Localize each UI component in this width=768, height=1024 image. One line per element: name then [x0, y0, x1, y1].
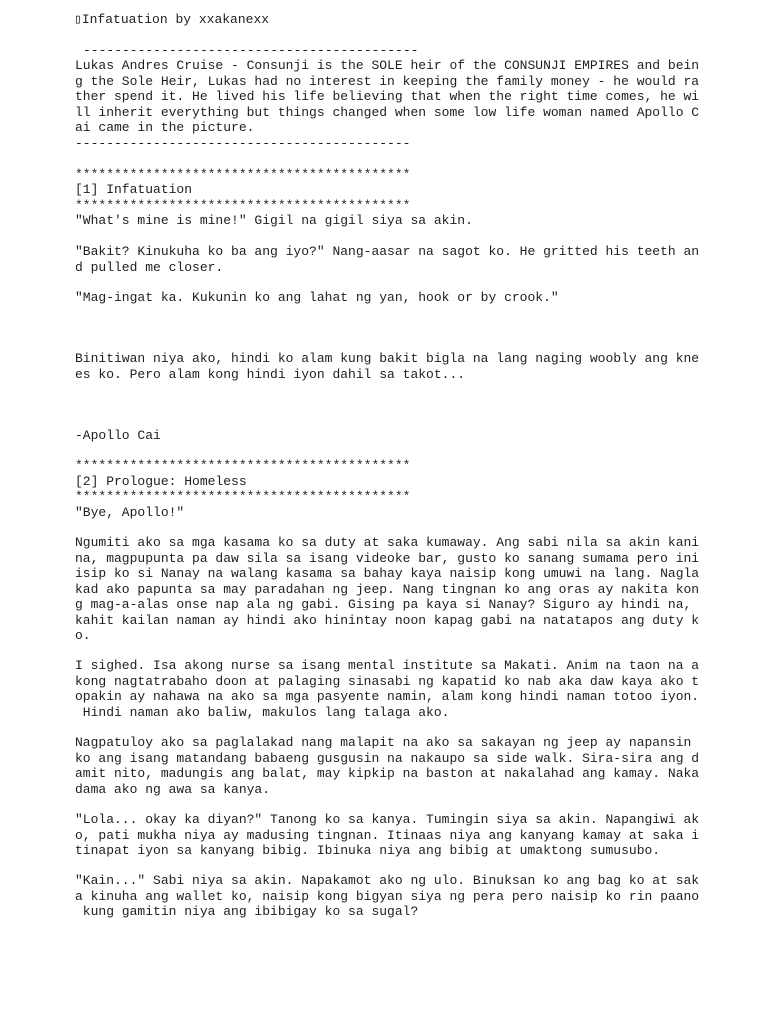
synopsis-divider-bottom: -------------------------------------------: [75, 136, 411, 151]
chapter2-paragraph: Ngumiti ako sa mga kasama ko sa duty at saka kumaway. Ang sabi nila sa akin kani: [75, 535, 700, 550]
chapter1-paragraph: "Mag-ingat ka. Kukunin ko ang lahat ng yan, hook or by crook.": [75, 290, 559, 305]
chapter2-paragraph: I sighed. Isa akong nurse sa isang mental institute sa Makati. Anim na taon na a: [75, 658, 700, 673]
synopsis-line: g the Sole Heir, Lukas had no interest in keeping the family money - he would ra: [75, 74, 700, 89]
chapter2-heading: [2] Prologue: Homeless: [75, 474, 247, 489]
document-title-text: Infatuation by xxakanexx: [81, 12, 270, 27]
chapter2-paragraph: Nagpatuloy ako sa paglalakad nang malapit na ako sa sakayan ng jeep ay napansin: [75, 735, 692, 750]
chapter2-paragraph: kahit kailan naman ay hindi ako hinintay noon kapag gabi na natatapos ang duty k: [75, 613, 700, 628]
chapter2-paragraph: o, pati mukha niya ay madusing tingnan. Itinaas niya ang kanyang kamay at saka i: [75, 828, 700, 843]
chapter1-paragraph: "What's mine is mine!" Gigil na gigil siya sa akin.: [75, 213, 473, 228]
chapter2-paragraph: o.: [75, 628, 91, 643]
synopsis-line: Lukas Andres Cruise - Consunji is the SOLE heir of the CONSUNJI EMPIRES and bein: [75, 58, 700, 73]
chapter2-paragraph: a kinuha ang wallet ko, naisip kong bigyan siya ng pera pero naisip ko rin paano: [75, 889, 700, 904]
synopsis-line: ai came in the picture.: [75, 120, 255, 135]
chapter2-paragraph: kad ako papunta sa may paradahan ng jeep. Nang tingnan ko ang oras ay nakita kon: [75, 582, 700, 597]
missing-glyph-icon: ▯: [74, 12, 82, 27]
synopsis-divider-top: -------------------------------------------: [83, 43, 419, 58]
synopsis-line: ll inherit everything but things changed when some low life woman named Apollo C: [75, 105, 700, 120]
chapter2-paragraph: "Kain..." Sabi niya sa akin. Napakamot ako ng ulo. Binuksan ko ang bag ko at sak: [75, 873, 700, 888]
chapter2-paragraph: dama ako ng awa sa kanya.: [75, 782, 271, 797]
chapter1-paragraph: "Bakit? Kinukuha ko ba ang iyo?" Nang-aasar na sagot ko. He gritted his teeth an: [75, 244, 700, 259]
chapter2-paragraph: ko ang isang matandang babaeng gusgusin na nakaupo sa side walk. Sira-sira ang d: [75, 751, 700, 766]
chapter2-paragraph: Hindi naman ako baliw, makulos lang talaga ako.: [75, 705, 450, 720]
chapter1-paragraph: es ko. Pero alam kong hindi iyon dahil sa takot...: [75, 367, 466, 382]
chapter2-paragraph: kong nagtatrabaho doon at palaging sinasabi ng kapatid ko nab aka daw kaya ako t: [75, 674, 700, 689]
document-title: [74, 12, 269, 28]
chapter1-signoff: -Apollo Cai: [75, 428, 161, 443]
synopsis-line: ther spend it. He lived his life believing that when the right time comes, he wi: [75, 89, 700, 104]
chapter1-heading: [1] Infatuation: [75, 182, 193, 197]
chapter1-paragraph: Binitiwan niya ako, hindi ko alam kung bakit bigla na lang naging woobly ang kne: [75, 351, 700, 366]
chapter1-stars-top: *******************************************: [75, 167, 411, 182]
chapter2-paragraph: "Bye, Apollo!": [75, 505, 185, 520]
chapter2-paragraph: amit nito, madungis ang balat, may kipkip na baston at nakalahad ang kamay. Naka: [75, 766, 700, 781]
chapter2-paragraph: "Lola... okay ka diyan?" Tanong ko sa kanya. Tumingin siya sa akin. Napangiwi ak: [75, 812, 700, 827]
chapter2-paragraph: na, magpupunta pa daw sila sa isang videoke bar, gusto ko sanang sumama pero ini: [75, 551, 700, 566]
chapter2-stars-top: *******************************************: [75, 458, 411, 473]
chapter2-paragraph: kung gamitin niya ang ibibigay ko sa sugal?: [75, 904, 419, 919]
chapter2-paragraph: tinapat iyon sa kanyang bibig. Ibinuka niya ang bibig at umaktong sumusubo.: [75, 843, 661, 858]
chapter2-paragraph: opakin ay nahawa na ako sa mga pasyente namin, alam kong hindi naman totoo iyon.: [75, 689, 700, 704]
chapter2-stars-bottom: *******************************************: [75, 489, 411, 504]
chapter2-paragraph: isip ko si Nanay na walang kasama sa bahay kaya naisip kong umuwi na lang. Nagla: [75, 566, 700, 581]
chapter2-paragraph: g mag-a-alas onse nap ala ng gabi. Gising pa kaya si Nanay? Siguro ay hindi na,: [75, 597, 692, 612]
chapter1-paragraph: d pulled me closer.: [75, 260, 224, 275]
chapter1-stars-bottom: *******************************************: [75, 198, 411, 213]
